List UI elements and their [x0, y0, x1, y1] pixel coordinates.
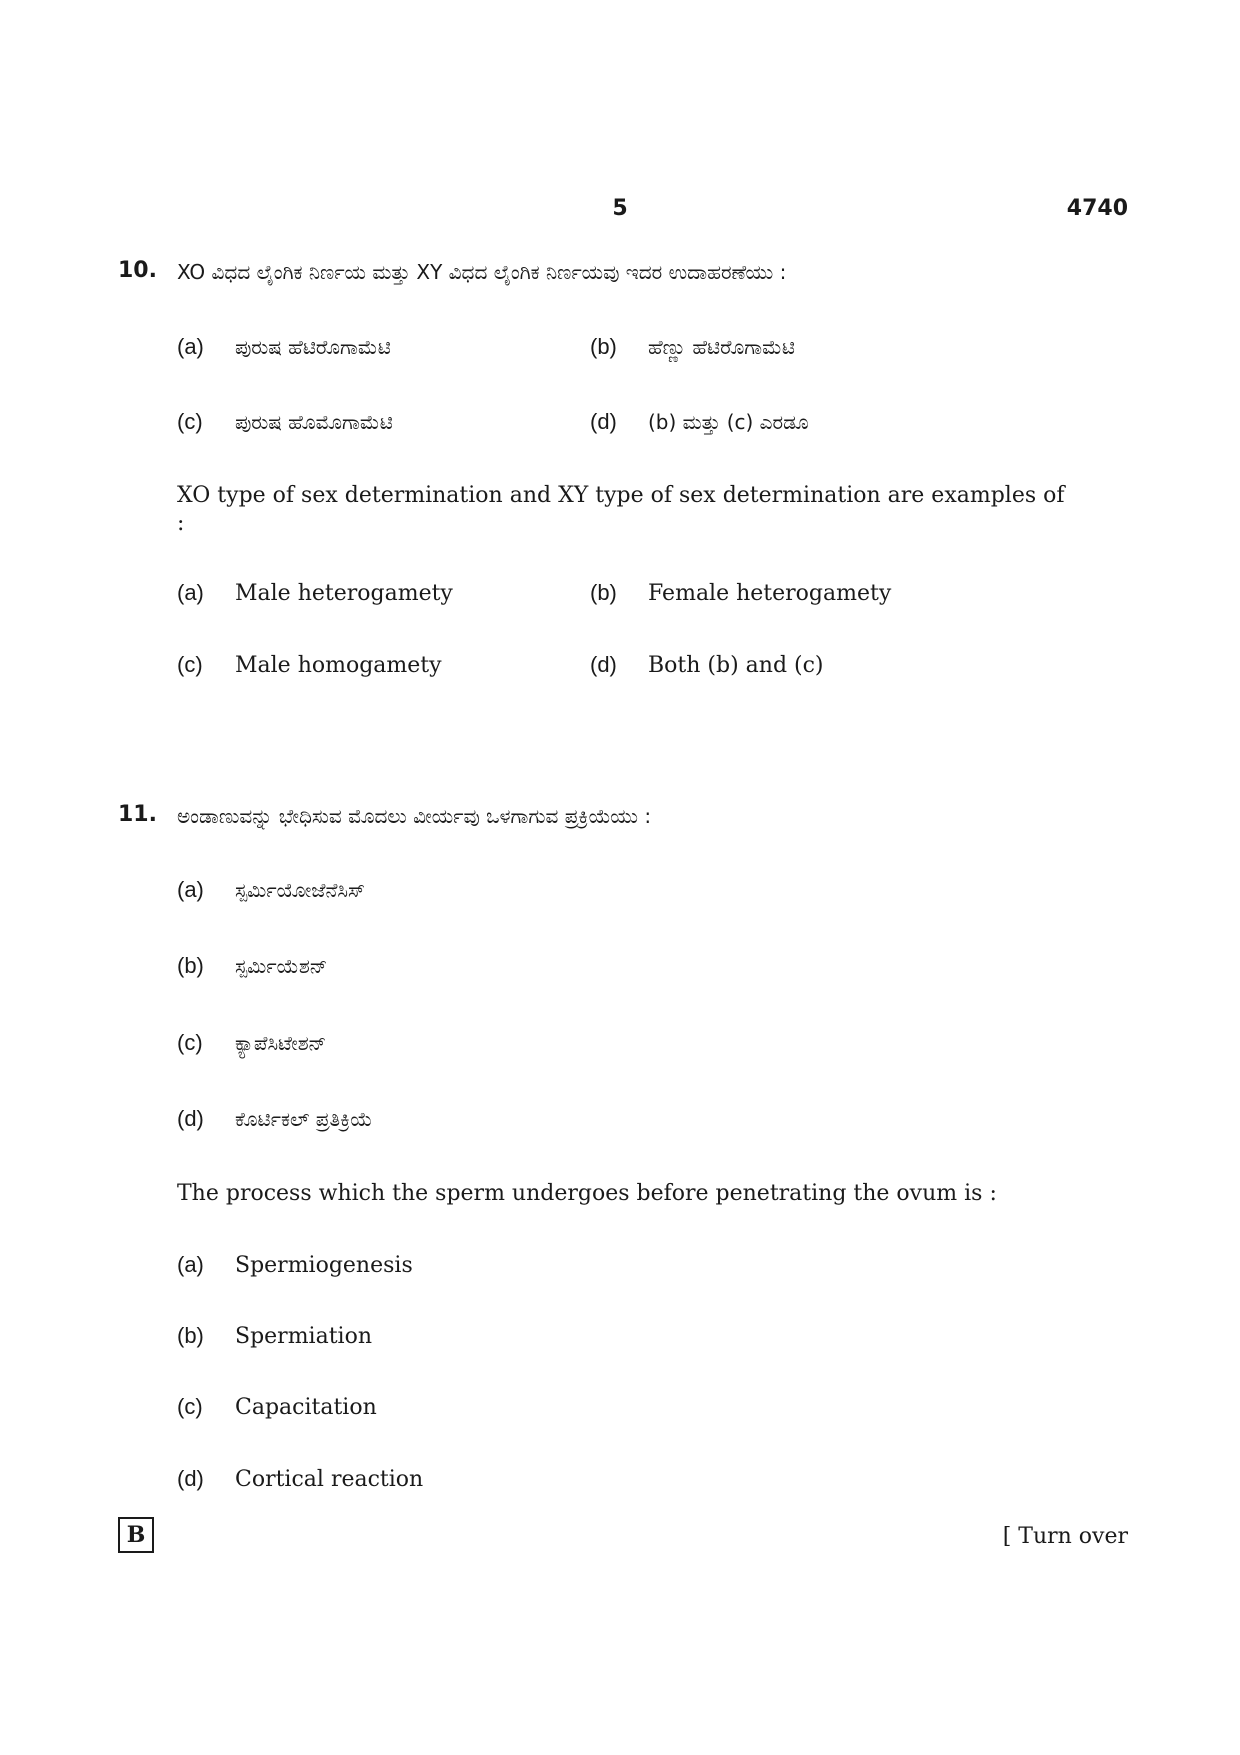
q10-kn-option-b: (b) ಹೆಣ್ಣು ಹೆಟಿರೊಗಾಮೆಟಿ	[590, 334, 795, 359]
q10-en-option-c: (c) Male homogamety	[177, 652, 442, 678]
q11-en-option-c: (c) Capacitation	[177, 1394, 377, 1420]
question-11-kannada-text: ಅಂಡಾಣುವನ್ನು ಭೇಧಿಸುವ ಮೊದಲು ವೀರ್ಯವು ಒಳಗಾಗುವ ಪ್ರಕ್ರಿಯೆಯು :	[177, 804, 652, 828]
q11-en-option-d: (d) Cortical reaction	[177, 1466, 424, 1492]
q11-kn-option-b: (b) ಸ್ಪರ್ಮಿಯೆಶನ್	[177, 953, 328, 978]
q11-en-option-a: (a) Spermiogenesis	[177, 1252, 413, 1278]
question-10-kannada-text: XO ವಿಧದ ಲೈಂಗಿಕ ನಿರ್ಣಯ ಮತ್ತು XY ವಿಧದ ಲೈಂಗಿಕ ನಿರ್ಣಯವು ಇದರ ಉದಾಹರಣೆಯು :	[177, 260, 787, 284]
q11-en-option-b: (b) Spermiation	[177, 1323, 372, 1349]
series-box: B	[118, 1517, 154, 1553]
q11-kn-option-d: (d) ಕೊರ್ಟಿಕಲ್ ಪ್ರತಿಕ್ರಿಯೆ	[177, 1106, 373, 1131]
paper-code: 4740	[1066, 196, 1128, 221]
q10-en-option-b: (b) Female heterogamety	[590, 580, 892, 606]
question-10-number: 10.	[118, 258, 157, 283]
page-number: 5	[612, 196, 628, 221]
q10-kn-option-c: (c) ಪುರುಷ ಹೊಮೊಗಾಮೆಟಿ	[177, 409, 393, 434]
q11-kn-option-a: (a) ಸ್ಪರ್ಮಿಯೋಜೆನೆಸಿಸ್	[177, 877, 366, 902]
turn-over-note: [ Turn over	[1002, 1524, 1128, 1549]
q11-kn-option-c: (c) ಕ್ಯಾಪೆಸಿಟೇಶನ್	[177, 1030, 327, 1055]
q10-en-option-d: (d) Both (b) and (c)	[590, 652, 824, 678]
q10-en-option-a: (a) Male heterogamety	[177, 580, 453, 606]
question-11-number: 11.	[118, 802, 157, 827]
q10-kn-option-d: (d) (b) ಮತ್ತು (c) ಎರಡೂ	[590, 409, 809, 434]
question-11-english-text: The process which the sperm undergoes before penetrating the ovum is :	[177, 1181, 997, 1206]
question-10-english-text: XO type of sex determination and XY type of sex determination are examples of :	[177, 483, 1065, 536]
q10-kn-option-a: (a) ಪುರುಷ ಹೆಟಿರೊಗಾಮೆಟಿ	[177, 334, 391, 359]
